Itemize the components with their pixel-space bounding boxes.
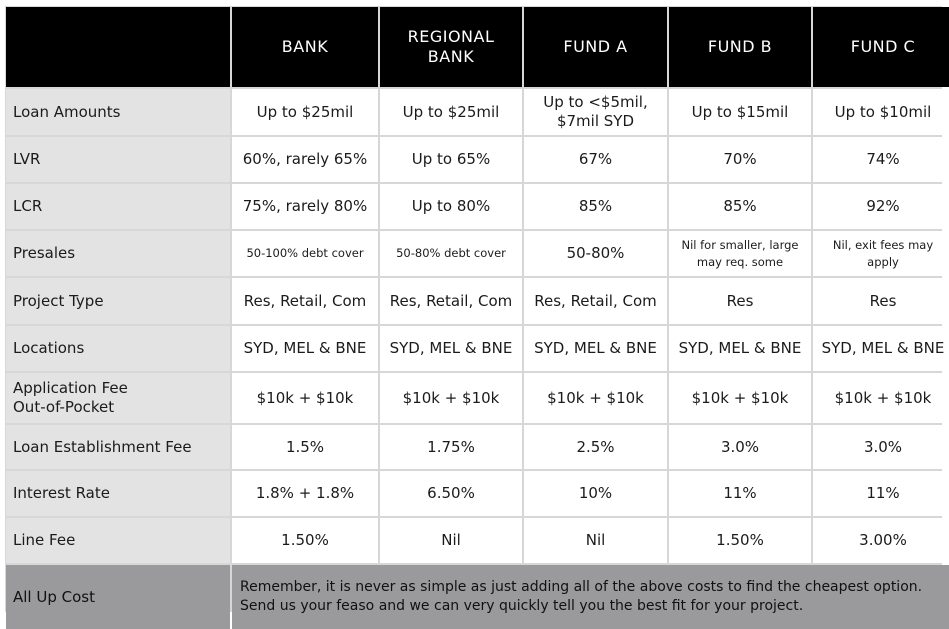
table-cell: 1.50%	[232, 518, 378, 563]
table-cell: Nil	[524, 518, 667, 563]
table-cell: SYD, MEL & BNE	[380, 326, 522, 371]
row-label-locations: Locations	[6, 326, 230, 371]
table-cell: 6.50%	[380, 471, 522, 516]
table-cell: $10k + $10k	[380, 373, 522, 423]
table-cell: Res, Retail, Com	[232, 278, 378, 324]
row-label-lvr: LVR	[6, 137, 230, 182]
table-cell: 2.5%	[524, 425, 667, 469]
table-cell: $10k + $10k	[524, 373, 667, 423]
table-cell: 50-100% debt cover	[232, 231, 378, 276]
row-label-application-fee: Application Fee Out-of-Pocket	[6, 373, 230, 423]
table-cell: Nil	[380, 518, 522, 563]
table-cell: Res	[669, 278, 811, 324]
table-cell: 74%	[813, 137, 949, 182]
row-label-loan-amounts: Loan Amounts	[6, 89, 230, 135]
header-fund-b: FUND B	[669, 7, 811, 87]
table-cell: 50-80% debt cover	[380, 231, 522, 276]
table-cell: Res, Retail, Com	[380, 278, 522, 324]
header-fund-a: FUND A	[524, 7, 667, 87]
row-label-interest-rate: Interest Rate	[6, 471, 230, 516]
row-label-lcr: LCR	[6, 184, 230, 229]
table-cell: SYD, MEL & BNE	[232, 326, 378, 371]
table-cell: 11%	[669, 471, 811, 516]
table-cell: Res	[813, 278, 949, 324]
table-cell: 85%	[669, 184, 811, 229]
table-cell: 75%, rarely 80%	[232, 184, 378, 229]
row-label-project-type: Project Type	[6, 278, 230, 324]
table-cell: Up to 65%	[380, 137, 522, 182]
row-label-presales: Presales	[6, 231, 230, 276]
table-cell: Nil, exit fees may apply	[813, 231, 949, 276]
table-cell: 11%	[813, 471, 949, 516]
table-cell: $10k + $10k	[669, 373, 811, 423]
table-cell: SYD, MEL & BNE	[524, 326, 667, 371]
table-cell: 92%	[813, 184, 949, 229]
footer-note: Remember, it is never as simple as just adding all of the above costs to find the cheapest option. Send us your feaso and we can very quickly tell you the best fit for your project.	[232, 565, 949, 629]
header-corner	[6, 7, 230, 87]
header-regional-bank: REGIONAL BANK	[380, 7, 522, 87]
table-cell: 50-80%	[524, 231, 667, 276]
row-label-loan-establishment-fee: Loan Establishment Fee	[6, 425, 230, 469]
table-cell: Up to $25mil	[380, 89, 522, 135]
loan-comparison-table	[5, 6, 945, 614]
table-cell: 85%	[524, 184, 667, 229]
table-cell: Nil for smaller, large may req. some	[669, 231, 811, 276]
table-cell: 1.8% + 1.8%	[232, 471, 378, 516]
table-cell: 67%	[524, 137, 667, 182]
table-cell: Up to 80%	[380, 184, 522, 229]
table-cell: SYD, MEL & BNE	[669, 326, 811, 371]
footer-label-all-up-cost: All Up Cost	[6, 565, 230, 629]
table-cell: 1.50%	[669, 518, 811, 563]
header-fund-c: FUND C	[813, 7, 949, 87]
row-label-line-fee: Line Fee	[6, 518, 230, 563]
table-cell: 3.0%	[669, 425, 811, 469]
table-cell: 1.5%	[232, 425, 378, 469]
table-cell: Up to $15mil	[669, 89, 811, 135]
table-cell: Up to $25mil	[232, 89, 378, 135]
table-cell: $10k + $10k	[232, 373, 378, 423]
table-cell: 3.0%	[813, 425, 949, 469]
table-cell: 10%	[524, 471, 667, 516]
table-cell: 60%, rarely 65%	[232, 137, 378, 182]
table-cell: Up to <$5mil, $7mil SYD	[524, 89, 667, 135]
table-cell: Up to $10mil	[813, 89, 949, 135]
table-cell: 70%	[669, 137, 811, 182]
table-cell: SYD, MEL & BNE	[813, 326, 949, 371]
table-cell: 1.75%	[380, 425, 522, 469]
table-cell: $10k + $10k	[813, 373, 949, 423]
table-cell: Res, Retail, Com	[524, 278, 667, 324]
table-cell: 3.00%	[813, 518, 949, 563]
header-bank: BANK	[232, 7, 378, 87]
